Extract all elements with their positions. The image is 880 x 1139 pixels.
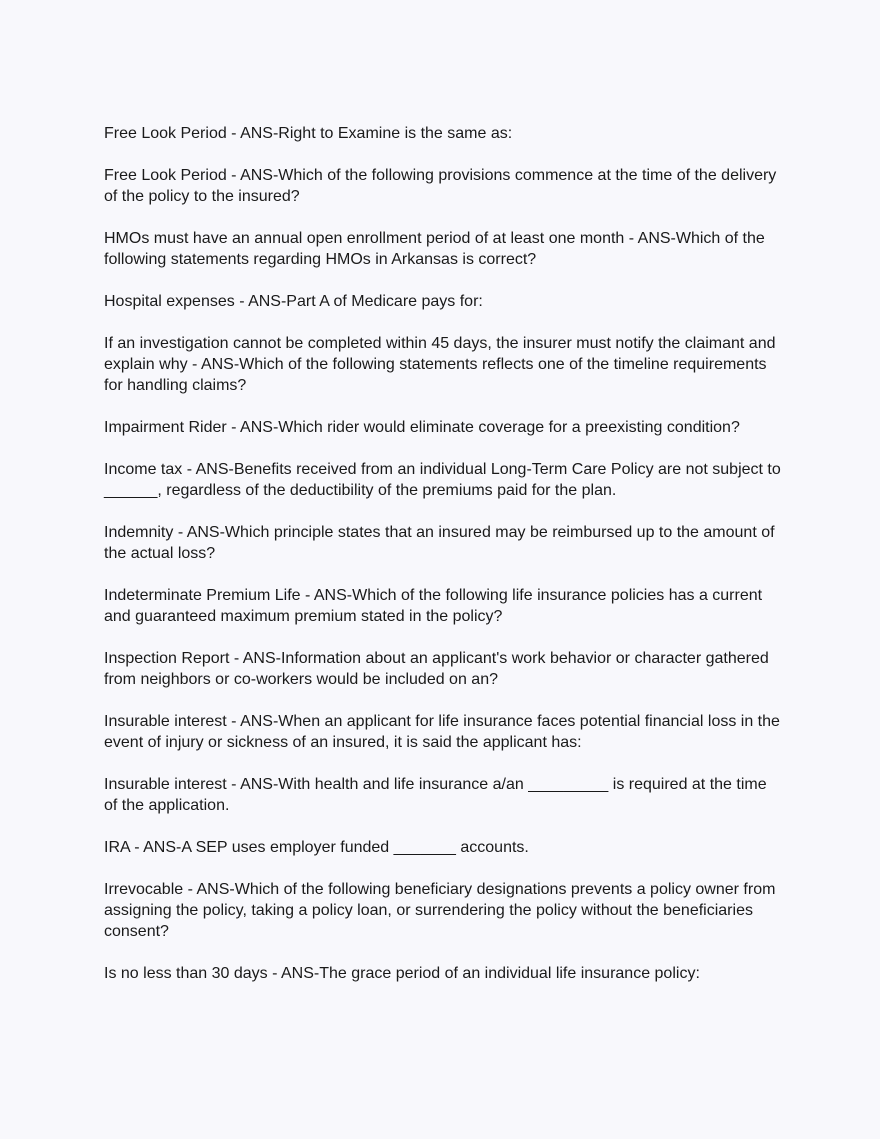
qa-entry: IRA - ANS-A SEP uses employer funded _______ accounts. [104,839,529,856]
qa-entry: Indeterminate Premium Life - ANS-Which of the following life insurance policies has a current and guaranteed maximum premium stated in the policy? [104,587,763,625]
document-body [104,123,784,1005]
qa-entry: Indemnity - ANS-Which principle states that an insured may be reimbursed up to the amount of the actual loss? [104,524,775,562]
qa-entry: Is no less than 30 days - ANS-The grace period of an individual life insurance policy: [104,965,700,982]
qa-entry: Irrevocable - ANS-Which of the following beneficiary designations prevents a policy owner from assigning the policy, taking a policy loan, or surrendering the policy without the beneficiaries consent? [104,881,776,940]
qa-entry: Inspection Report - ANS-Information about an applicant's work behavior or character gathered from neighbors or co-workers would be included on an? [104,650,769,688]
qa-entry: Insurable interest - ANS-When an applicant for life insurance faces potential financial loss in the event of injury or sickness of an insured, it is said the applicant has: [104,713,780,751]
qa-entry: Free Look Period - ANS-Which of the following provisions commence at the time of the delivery of the policy to the insured? [104,167,777,205]
qa-entry: Impairment Rider - ANS-Which rider would eliminate coverage for a preexisting condition? [104,419,740,436]
qa-entry: Income tax - ANS-Benefits received from an individual Long-Term Care Policy are not subject to ______, regardless of the deductibility of the premiums paid for the plan. [104,461,781,499]
qa-entry: Insurable interest - ANS-With health and life insurance a/an _________ is required at the time of the application. [104,776,767,814]
qa-entry: HMOs must have an annual open enrollment period of at least one month - ANS-Which of the following statements regarding HMOs in Arkansas is correct? [104,230,765,268]
qa-entry: Hospital expenses - ANS-Part A of Medicare pays for: [104,293,483,310]
qa-entry: If an investigation cannot be completed within 45 days, the insurer must notify the claimant and explain why - ANS-Which of the following statements reflects one of the timeline requirements for handling claims? [104,335,776,394]
qa-entry: Free Look Period - ANS-Right to Examine is the same as: [104,125,513,142]
